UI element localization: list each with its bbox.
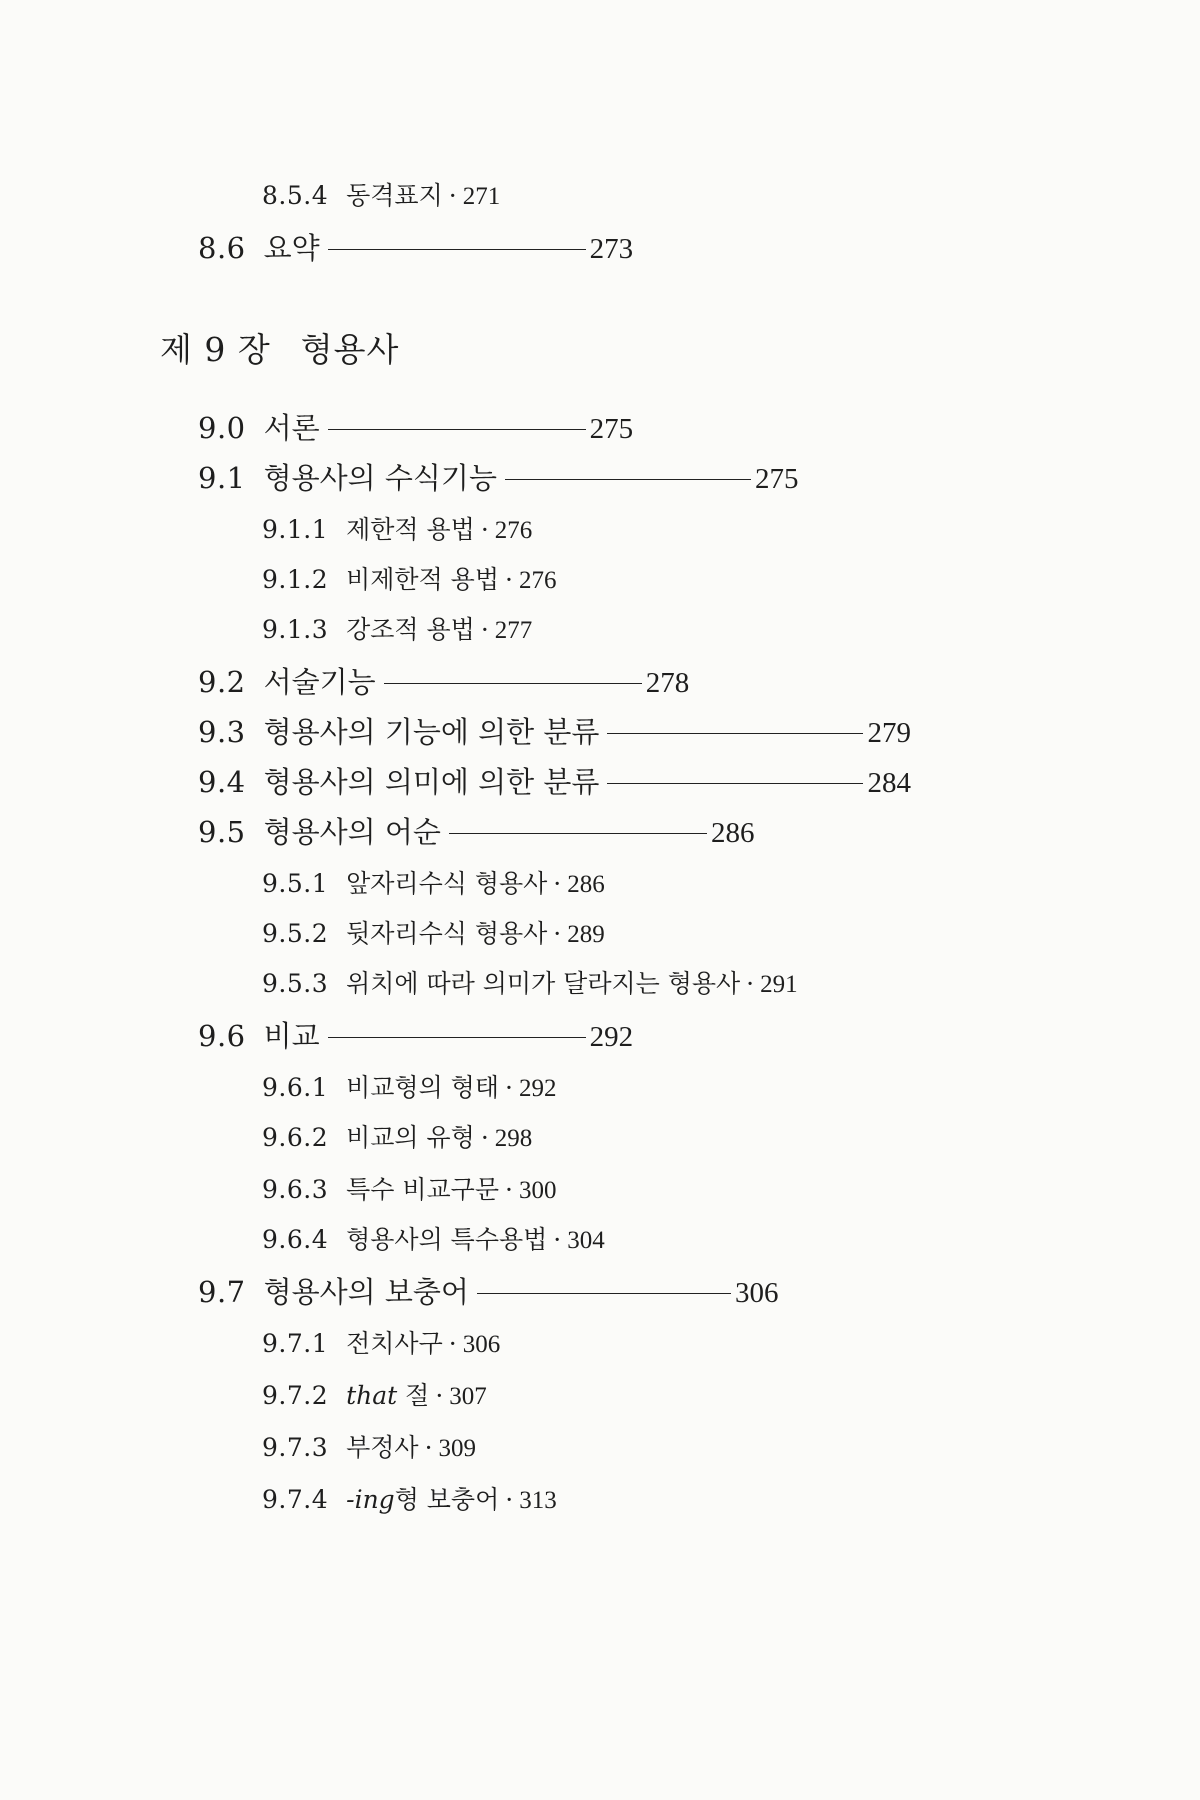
- section-title: 형용사의 기능에 의한 분류: [263, 715, 600, 749]
- toc-entry-9-4: [198, 764, 911, 801]
- section-title: 제한적 용법: [346, 515, 475, 544]
- section-title: [346, 1482, 499, 1518]
- section-number: 9.1.3: [262, 615, 329, 644]
- toc-entry-9-7-3: [262, 1430, 476, 1467]
- leader-rule: [607, 783, 863, 784]
- page-number: 306: [462, 1331, 501, 1358]
- toc-entry-9-5-2: [262, 916, 605, 953]
- section-title: 동격표지: [346, 181, 443, 210]
- section-title: 앞자리수식 형용사: [346, 869, 548, 898]
- page-number: 306: [734, 1277, 779, 1309]
- leader-rule: [328, 1037, 586, 1038]
- separator-dot: ·: [480, 615, 489, 644]
- section-title: 형용사의 의미에 의한 분류: [263, 765, 600, 799]
- page-number: 276: [518, 567, 557, 594]
- chapter-label: 제 9 장: [160, 330, 271, 369]
- page-number: 291: [760, 971, 798, 998]
- section-number: 9.6: [198, 1019, 246, 1053]
- toc-entry-9-6-2: [262, 1120, 532, 1157]
- chapter-heading: [160, 332, 399, 368]
- toc-entry-8-6: [198, 230, 633, 267]
- section-number: 9.7.4: [262, 1485, 329, 1514]
- section-number: 9.5.2: [262, 919, 329, 948]
- section-title: 서론: [263, 411, 320, 445]
- page-number: 286: [567, 871, 605, 898]
- section-number: 9.6.4: [262, 1225, 329, 1254]
- section-number: 8.6: [198, 231, 246, 265]
- section-number: 9.5.3: [262, 969, 329, 998]
- section-number: 9.5.1: [262, 869, 329, 898]
- separator-dot: ·: [504, 565, 513, 594]
- toc-entry-9-6-4: [262, 1222, 605, 1259]
- toc-entry-9-5: [198, 814, 754, 851]
- section-title-rest: 절: [397, 1381, 430, 1410]
- separator-dot: ·: [504, 1175, 513, 1204]
- section-number: 9.3: [198, 715, 246, 749]
- toc-entry-9-6-3: [262, 1172, 556, 1209]
- toc-entry-9-7-2: [262, 1378, 487, 1415]
- section-number: 9.1.2: [262, 565, 329, 594]
- section-title: 비제한적 용법: [346, 565, 499, 594]
- section-title-italic: that: [346, 1381, 398, 1410]
- section-number: 8.5.4: [262, 181, 329, 210]
- toc-entry-9-1-2: [262, 562, 556, 599]
- section-title: 서술기능: [263, 665, 376, 699]
- section-title: 요약: [263, 231, 320, 265]
- toc-entry-9-1: [198, 460, 798, 497]
- section-title: 특수 비교구문: [346, 1175, 499, 1204]
- section-title: 형용사의 수식기능: [263, 461, 497, 495]
- section-title: 형용사의 어순: [263, 815, 441, 849]
- separator-dot: ·: [553, 1225, 562, 1254]
- section-title-italic: -ing: [346, 1485, 395, 1514]
- leader-rule: [384, 683, 642, 684]
- toc-entry-9-2: [198, 664, 689, 701]
- separator-dot: ·: [435, 1381, 444, 1410]
- section-number: 9.4: [198, 765, 246, 799]
- section-number: 9.7.3: [262, 1433, 329, 1462]
- leader-rule: [449, 833, 707, 834]
- section-title: 뒷자리수식 형용사: [346, 919, 548, 948]
- leader-rule: [328, 429, 586, 430]
- separator-dot: ·: [746, 969, 755, 998]
- separator-dot: ·: [504, 1073, 513, 1102]
- section-number: 9.7.1: [262, 1329, 329, 1358]
- page-number: 300: [518, 1177, 557, 1204]
- section-number: 9.2: [198, 665, 246, 699]
- toc-entry-8-5-4: [262, 178, 500, 215]
- toc-entry-9-6: [198, 1018, 633, 1055]
- toc-entry-9-7: [198, 1274, 778, 1311]
- section-title: 형용사의 특수용법: [346, 1225, 548, 1254]
- page-number: 309: [438, 1435, 477, 1462]
- section-number: 9.0: [198, 411, 246, 445]
- page-number: 304: [567, 1227, 605, 1254]
- section-title-rest: 형 보충어: [394, 1485, 500, 1514]
- separator-dot: ·: [424, 1433, 433, 1462]
- toc-entry-9-6-1: [262, 1070, 556, 1107]
- toc-entry-9-1-3: [262, 612, 532, 649]
- page-number: 277: [494, 617, 533, 644]
- separator-dot: ·: [480, 515, 489, 544]
- section-number: 9.5: [198, 815, 246, 849]
- section-title: 위치에 따라 의미가 달라지는 형용사: [346, 969, 741, 998]
- section-number: 9.1: [198, 461, 246, 495]
- separator-dot: ·: [553, 869, 562, 898]
- page-number: 284: [867, 767, 911, 799]
- section-number: 9.7: [198, 1275, 246, 1309]
- section-title: 부정사: [346, 1433, 419, 1462]
- leader-rule: [328, 249, 586, 250]
- section-title: 형용사의 보충어: [263, 1275, 469, 1309]
- section-title: 비교의 유형: [346, 1123, 475, 1152]
- separator-dot: ·: [448, 181, 457, 210]
- section-number: 9.6.2: [262, 1123, 329, 1152]
- leader-rule: [477, 1293, 731, 1294]
- page-number: 313: [519, 1487, 557, 1514]
- page-number: 307: [449, 1383, 487, 1410]
- separator-dot: ·: [505, 1485, 514, 1514]
- page-number: 275: [589, 413, 634, 445]
- section-title: 전치사구: [346, 1329, 443, 1358]
- section-title: [346, 1378, 429, 1414]
- section-title: 비교형의 형태: [346, 1073, 499, 1102]
- toc-entry-9-0: [198, 410, 633, 447]
- page-number: 292: [518, 1075, 557, 1102]
- toc-entry-9-5-1: [262, 866, 605, 903]
- leader-rule: [607, 733, 863, 734]
- page-number: 286: [710, 817, 755, 849]
- separator-dot: ·: [480, 1123, 489, 1152]
- page-number: 279: [867, 717, 911, 749]
- toc-entry-9-3: [198, 714, 911, 751]
- section-title: 강조적 용법: [346, 615, 475, 644]
- page-number: 292: [589, 1021, 634, 1053]
- toc-entry-9-7-1: [262, 1326, 500, 1363]
- toc-entry-9-5-3: [262, 966, 798, 1003]
- separator-dot: ·: [448, 1329, 457, 1358]
- page-number: 278: [645, 667, 690, 699]
- leader-rule: [505, 479, 751, 480]
- page-number: 289: [567, 921, 605, 948]
- chapter-title: 형용사: [300, 330, 400, 369]
- page-number: 298: [494, 1125, 533, 1152]
- page-number: 273: [589, 233, 634, 265]
- section-number: 9.7.2: [262, 1381, 329, 1410]
- page-number: 271: [462, 183, 501, 210]
- page-number: 275: [754, 463, 799, 495]
- toc-entry-9-7-4: [262, 1482, 557, 1519]
- section-number: 9.6.1: [262, 1073, 329, 1102]
- section-number: 9.1.1: [262, 515, 329, 544]
- section-number: 9.6.3: [262, 1175, 329, 1204]
- page-number: 276: [494, 517, 533, 544]
- separator-dot: ·: [553, 919, 562, 948]
- toc-entry-9-1-1: [262, 512, 532, 549]
- section-title: 비교: [263, 1019, 320, 1053]
